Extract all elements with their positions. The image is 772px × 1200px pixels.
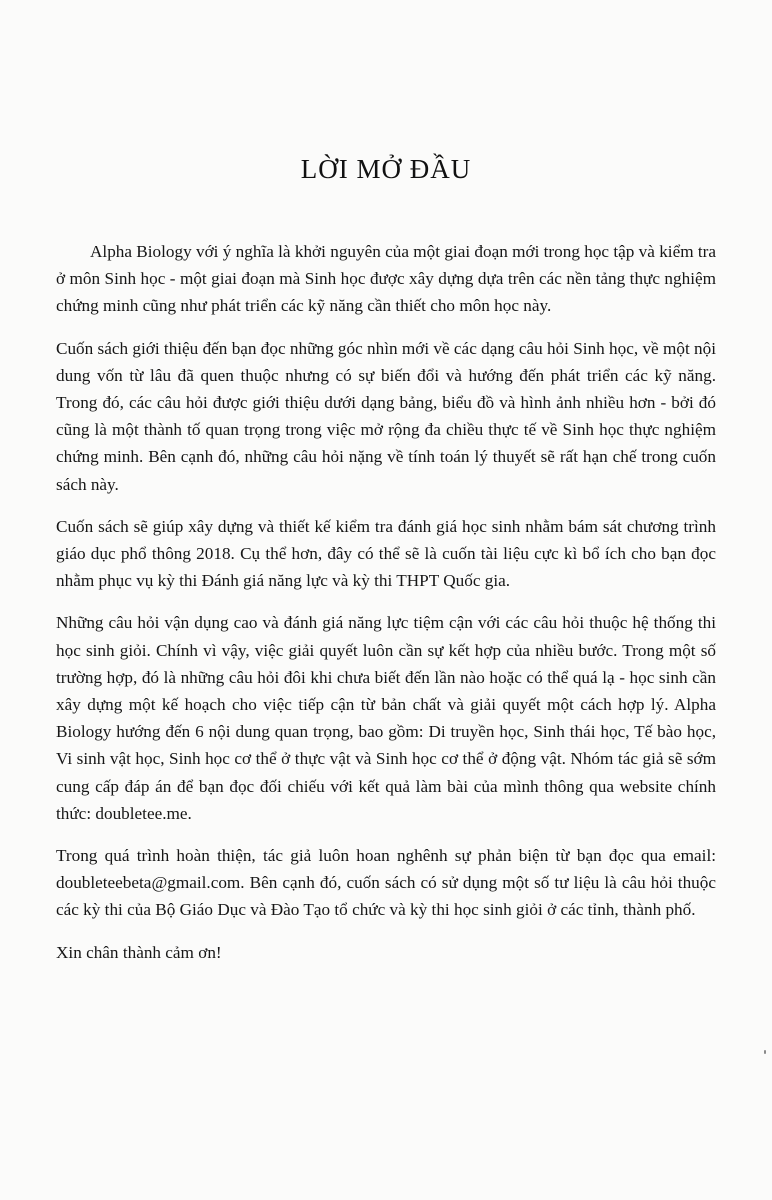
scan-speck	[764, 1050, 766, 1054]
paragraph-book-overview: Cuốn sách giới thiệu đến bạn đọc những góc nhìn mới về các dạng câu hỏi Sinh học, về một nội dung vốn từ lâu đã quen thuộc nhưng có sự biến đổi và hướng đến phát triển các kỹ năng. Trong đó, các câu hỏi được giới thiệu dưới dạng bảng, biểu đồ và hình ảnh nhiều hơn - bởi đó cũng là một thành tố quan trọng trong việc mở rộng đa chiều thực tế về Sinh học thực nghiệm chứng minh. Bên cạnh đó, những câu hỏi nặng về tính toán lý thuyết sẽ rất hạn chế trong cuốn sách này.	[56, 338, 716, 494]
contact-text-before: Trong quá trình hoàn thiện, tác giả luôn hoan nghênh sự phản biện từ bạn đọc qua email:	[56, 846, 716, 866]
page-content	[56, 152, 716, 981]
contact-email: doubleteebeta@gmail.com	[56, 873, 241, 893]
paragraph-advanced-questions: Những câu hỏi vận dụng cao và đánh giá năng lực tiệm cận với các câu hỏi thuộc hệ thống thi học sinh giỏi. Chính vì vậy, việc giải quyết luôn cần sự kết hợp của nhiều bước. Trong một số trường hợp, đó là những câu hỏi đôi khi chưa biết đến lần nào hoặc có thể quá lạ - học sinh cần xây dựng một kế hoạch cho việc tiếp cận từ bản chất và giải quyết một cách hợp lý. Alpha Biology hướng đến 6 nội dung quan trọng, bao gồm: Di truyền học, Sinh thái học, Tế bào học, Vi sinh vật học, Sinh học cơ thể ở thực vật và Sinh học cơ thể ở động vật. Nhóm tác giả sẽ sớm cung cấp đáp án để bạn đọc đối chiếu với kết quả làm bài của mình thông qua website chính thức: doubletee.me.	[56, 613, 716, 823]
contact-text-after: . Bên cạnh đó, cuốn sách có sử dụng một số tư liệu là câu hỏi thuộc các kỳ thi của Bộ Giáo Dục và Đào Tạo tổ chức và kỳ thi học sinh giỏi ở các tỉnh, thành phố.	[56, 873, 716, 920]
paragraph-contact	[56, 842, 716, 924]
closing-line: Xin chân thành cảm ơn!	[56, 942, 222, 962]
paragraph-intro: Alpha Biology với ý nghĩa là khởi nguyên của một giai đoạn mới trong học tập và kiểm tra ở môn Sinh học - một giai đoạn mà Sinh học được xây dựng dựa trên các nền tảng thực nghiệm chứng minh cũng như phát triển các kỹ năng cần thiết cho môn học này.	[56, 242, 716, 316]
page-title: LỜI MỞ ĐẦU	[300, 154, 472, 184]
paragraph-curriculum: Cuốn sách sẽ giúp xây dựng và thiết kế kiểm tra đánh giá học sinh nhằm bám sát chương trình giáo dục phổ thông 2018. Cụ thể hơn, đây có thể sẽ là cuốn tài liệu cực kì bổ ích cho bạn đọc nhằm phục vụ kỳ thi Đánh giá năng lực và kỳ thi THPT Quốc gia.	[56, 516, 716, 591]
